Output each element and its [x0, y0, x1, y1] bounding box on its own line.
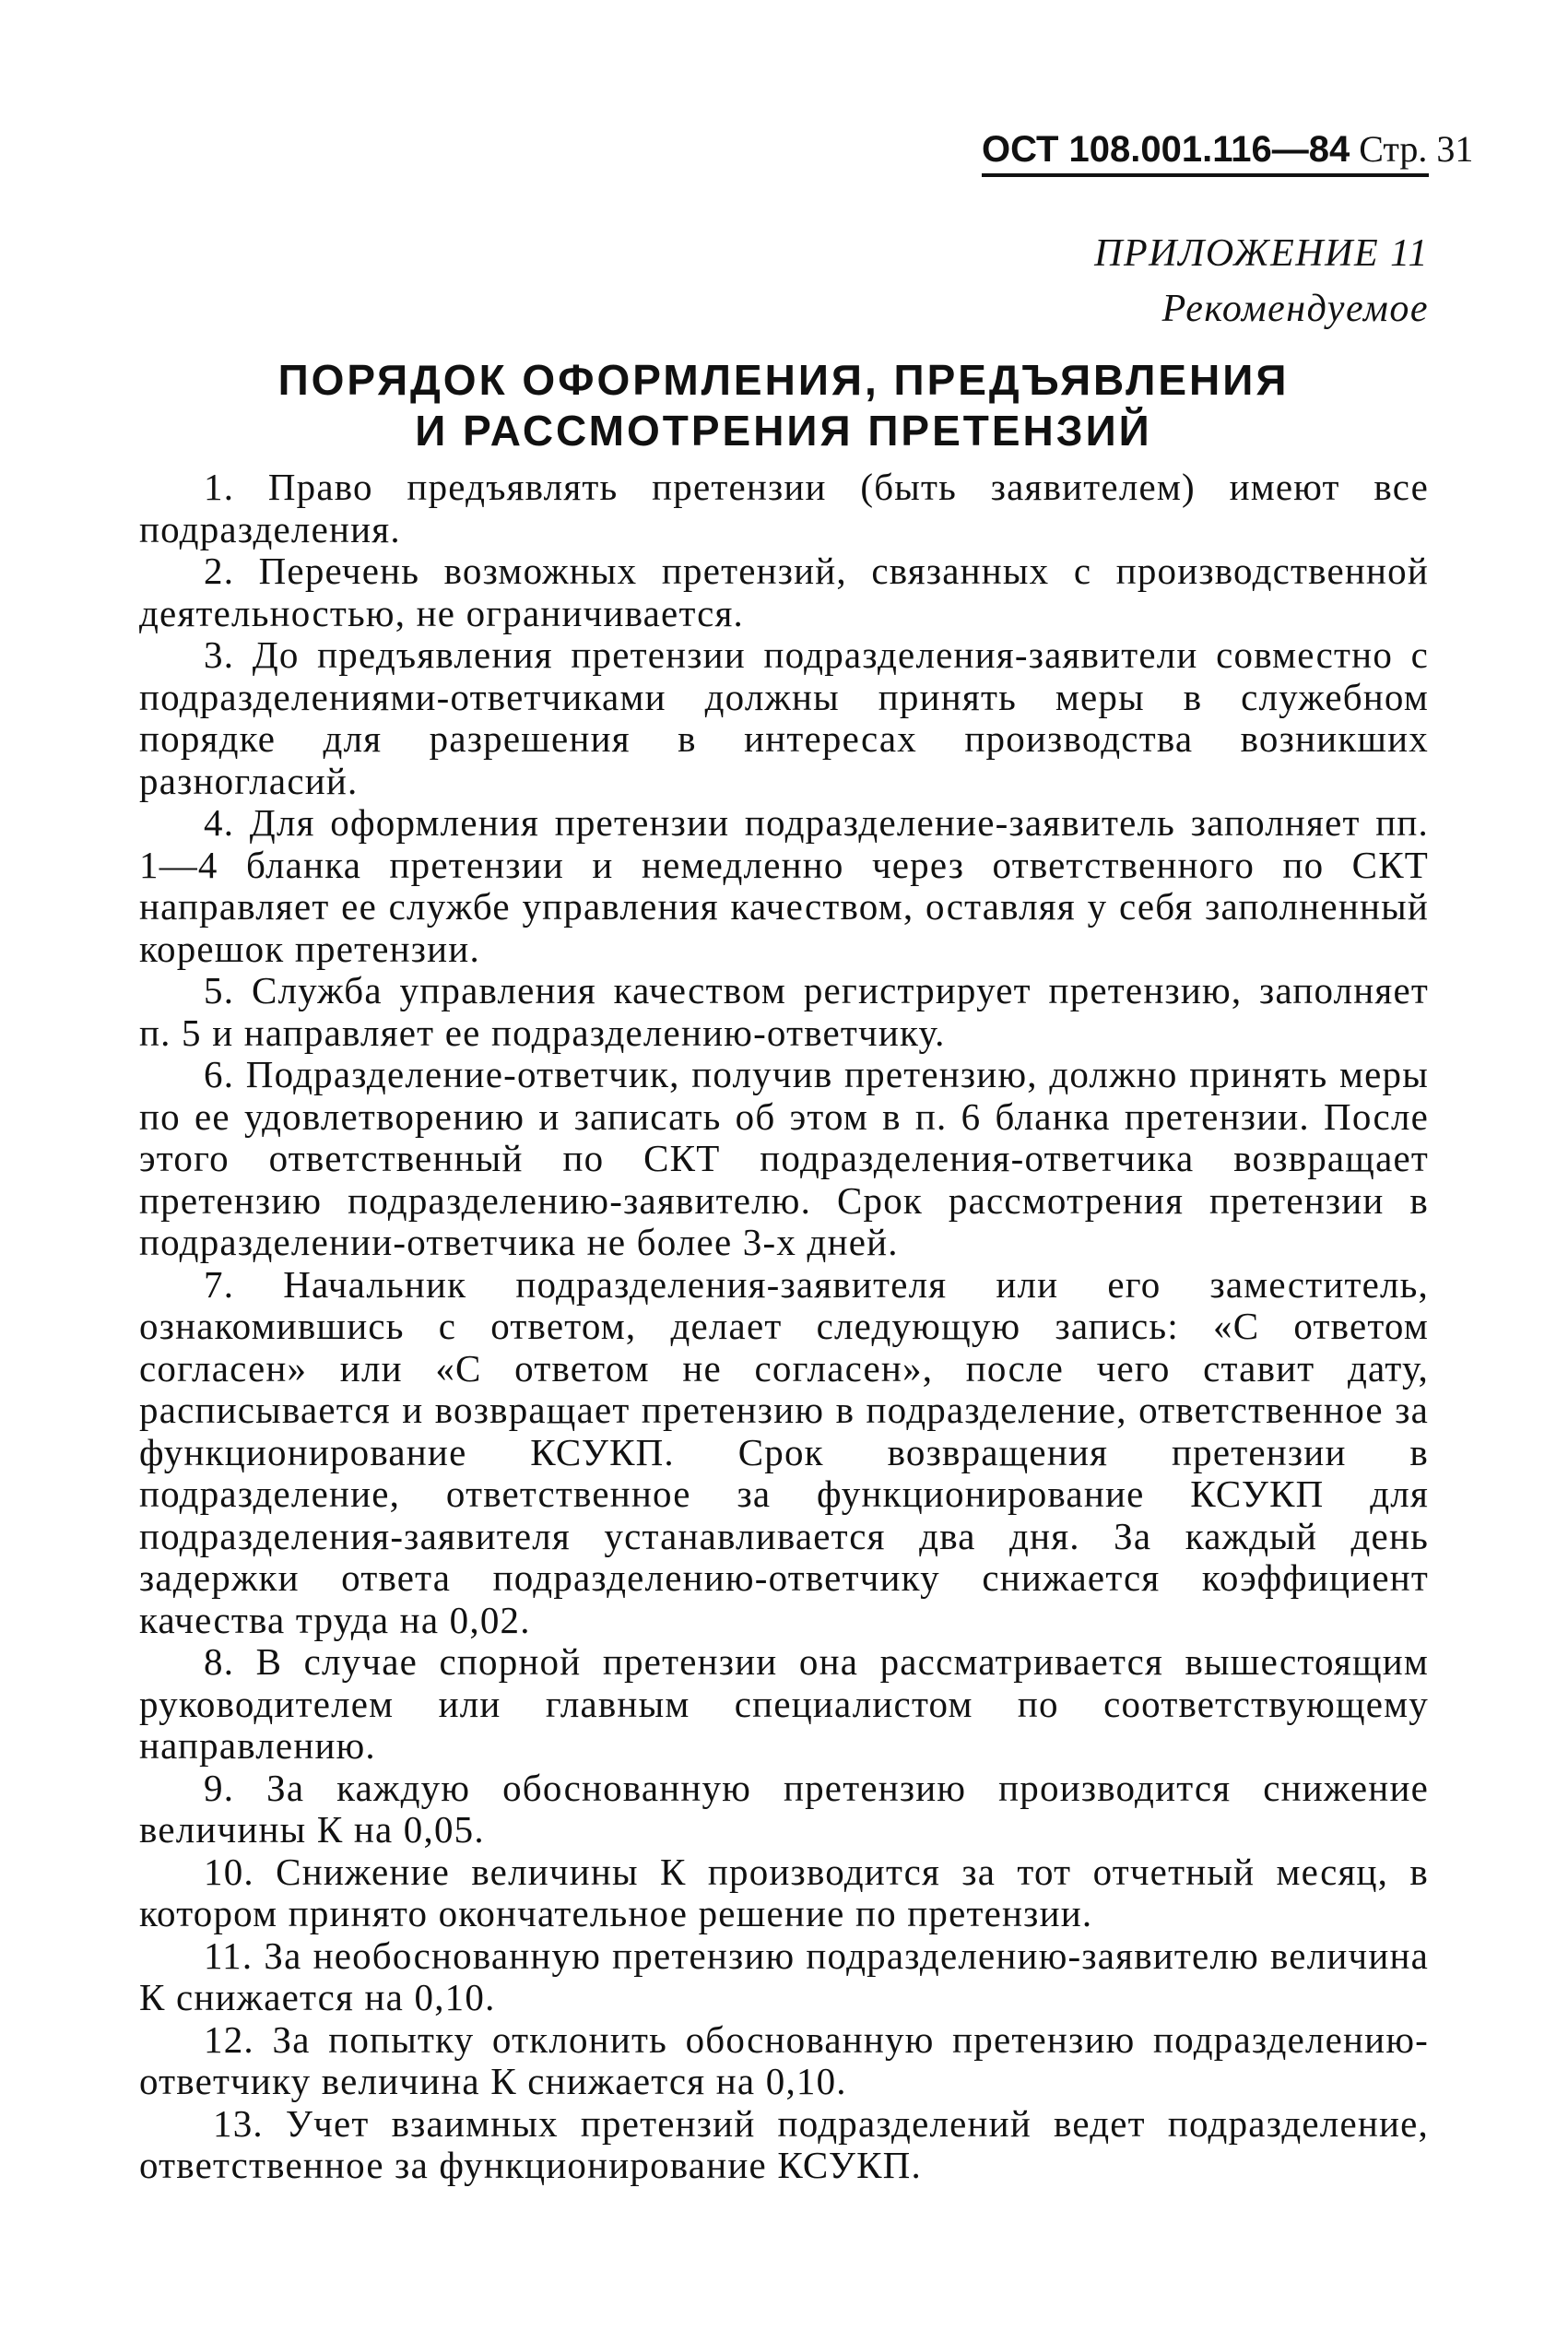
standard-code: ОСТ 108.001.116—84 [982, 129, 1350, 170]
section-title-line-1: ПОРЯДОК ОФОРМЛЕНИЯ, ПРЕДЪЯВЛЕНИЯ [277, 356, 1290, 404]
clause-12: 12. За попытку отклонить обоснованную претензию подразделению-ответчику величина К снижается на 0,10. [139, 2017, 1429, 2102]
appendix-block [1094, 226, 1429, 337]
clause-4: 4. Для оформления претензии подразделение-заявитель заполняет пп. 1—4 бланка претензии и немедленно через ответственного по СКТ направляет ее службе управления качеством, оставляя у себя заполненный корешок претензии. [139, 801, 1429, 970]
clause-6: 6. Подразделение-ответчик, получив претензию, должно принять меры по ее удовлетворению и записать об этом в п. 6 бланка претензии. После этого ответственный по СКТ подразделения-ответчика возвращает претензию подразделению-заявителю. Срок рассмотрения претензии в подразделении-ответчика не более 3-х дней. [139, 1053, 1429, 1263]
appendix-label: ПРИЛОЖЕНИЕ 11 [1094, 232, 1429, 275]
clause-5: 5. Служба управления качеством регистрирует претензию, заполняет п. 5 и направляет ее подразделению-ответчику. [139, 969, 1429, 1054]
clause-9: 9. За каждую обоснованную претензию производится снижение величины К на 0,05. [139, 1766, 1429, 1851]
numbered-clauses [139, 467, 1429, 2187]
clause-2: 2. Перечень возможных претензий, связанных с производственной деятельностью, не ограничивается. [139, 550, 1429, 634]
section-title [138, 355, 1429, 456]
clause-10: 10. Снижение величины К производится за тот отчетный месяц, в котором принято окончательное решение по претензии. [139, 1850, 1429, 1934]
clause-8: 8. В случае спорной претензии она рассматривается вышестоящим руководителем или главным специалистом по соответствующему направлению. [139, 1640, 1429, 1767]
clause-1: 1. Право предъявлять претензии (быть заявителем) имеют все подразделения. [139, 466, 1429, 550]
clause-3: 3. До предъявления претензии подразделения-заявители совместно с подразделениями-ответчиками должны принять меры в служебном порядке для разрешения в интересах производства возникших разногласий. [139, 633, 1429, 802]
appendix-status: Рекомендуемое [1161, 288, 1429, 330]
clause-13: 13. Учет взаимных претензий подразделений ведет подразделение, ответственное за функционирование КСУКП. [139, 2101, 1429, 2186]
clause-7: 7. Начальник подразделения-заявителя или его заместитель, ознакомившись с ответом, делает следующую запись: «С ответом согласен» или «С ответом не согласен», после чего ставит дату, расписывается и возвращает претензию в подразделение, ответственное за функционирование КСУКП. Срок возвращения претензии в подразделение, ответственное за функционирование КСУКП для подразделения-заявителя устанавливается два дня. За каждый день задержки ответа подразделению-ответчику снижается коэффициент качества труда на 0,02. [139, 1262, 1429, 1641]
page-header [982, 127, 1474, 177]
section-title-line-2: И РАССМОТРЕНИЯ ПРЕТЕНЗИЙ [415, 407, 1152, 455]
page-number: Стр. 31 [1359, 128, 1474, 170]
clause-11: 11. За необоснованную претензию подразделению-заявителю величина К снижается на 0,10. [139, 1934, 1429, 2018]
